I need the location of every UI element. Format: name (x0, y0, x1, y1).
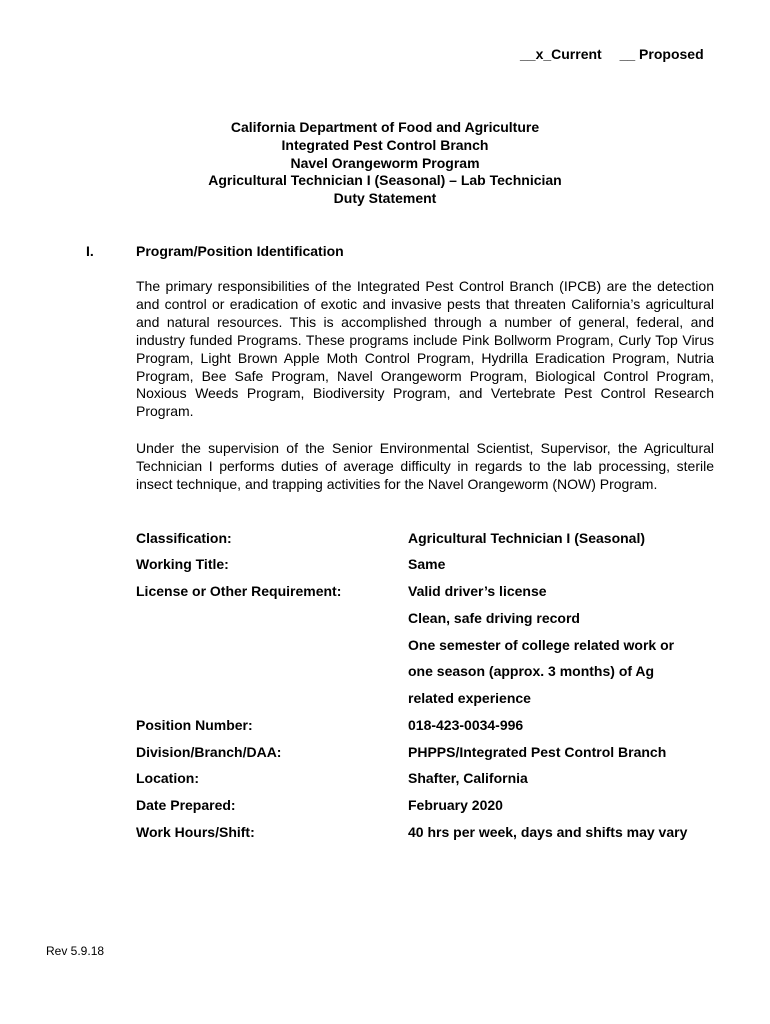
location-label: Location: (136, 770, 199, 786)
license-value-4: one season (approx. 3 months) of Ag (408, 663, 655, 679)
header-doc-type: Duty Statement (333, 190, 437, 207)
classification-value: Agricultural Technician I (Seasonal) (408, 530, 646, 546)
division-value: PHPPS/Integrated Pest Control Branch (408, 744, 667, 760)
license-value-2: Clean, safe driving record (408, 610, 580, 626)
header-branch: Integrated Pest Control Branch (281, 136, 489, 153)
work-hours-label: Work Hours/Shift: (136, 824, 255, 840)
section-number: I. (86, 243, 94, 259)
document-header (0, 119, 770, 208)
status-current: __x_Current (520, 46, 602, 62)
section-title: Program/Position Identification (136, 243, 344, 259)
location-value: Shafter, California (408, 770, 528, 786)
license-value-5: related experience (408, 690, 531, 706)
working-title-label: Working Title: (136, 556, 229, 572)
license-value-3: One semester of college related work or (408, 637, 675, 653)
division-label: Division/Branch/DAA: (136, 744, 282, 760)
position-number-label: Position Number: (136, 717, 253, 733)
header-position: Agricultural Technician I (Seasonal) – Lab Technician (208, 172, 562, 189)
date-prepared-label: Date Prepared: (136, 797, 236, 813)
working-title-value: Same (408, 556, 446, 572)
date-prepared-value: February 2020 (408, 797, 503, 813)
license-label: License or Other Requirement: (136, 583, 342, 599)
position-number-value: 018-423-0034-996 (408, 717, 524, 733)
revision-footer: Rev 5.9.18 (46, 944, 105, 958)
work-hours-value: 40 hrs per week, days and shifts may vary (408, 824, 688, 840)
position-status (520, 46, 718, 62)
status-proposed: __ Proposed (619, 46, 704, 62)
header-department: California Department of Food and Agriculture (230, 119, 540, 135)
paragraph-responsibilities: The primary responsibilities of the Integrated Pest Control Branch (IPCB) are the detection and control or eradication of exotic and invasive pests that threaten California’s agricultural and natural resources. This is accomplished through a number of general, federal, and industry funded Programs. These programs include Pink Bollworm Program, Curly Top Virus Program, Light Brown Apple Moth Control Program, Hydrilla Eradication Program, Nutria Program, Bee Safe Program, Navel Orangeworm Program, Biological Control Program, Noxious Weeds Program, Biodiversity Program, and Vertebrate Pest Control Research Program. (136, 278, 714, 420)
license-value-1: Valid driver’s license (408, 583, 547, 599)
classification-label: Classification: (136, 530, 232, 546)
paragraph-supervision: Under the supervision of the Senior Environmental Scientist, Supervisor, the Agricultural Technician I performs duties of average difficulty in regards to the lab processing, sterile insect technique, and trapping activities for the Navel Orangeworm (NOW) Program. (136, 440, 714, 492)
header-program: Navel Orangeworm Program (290, 154, 480, 171)
